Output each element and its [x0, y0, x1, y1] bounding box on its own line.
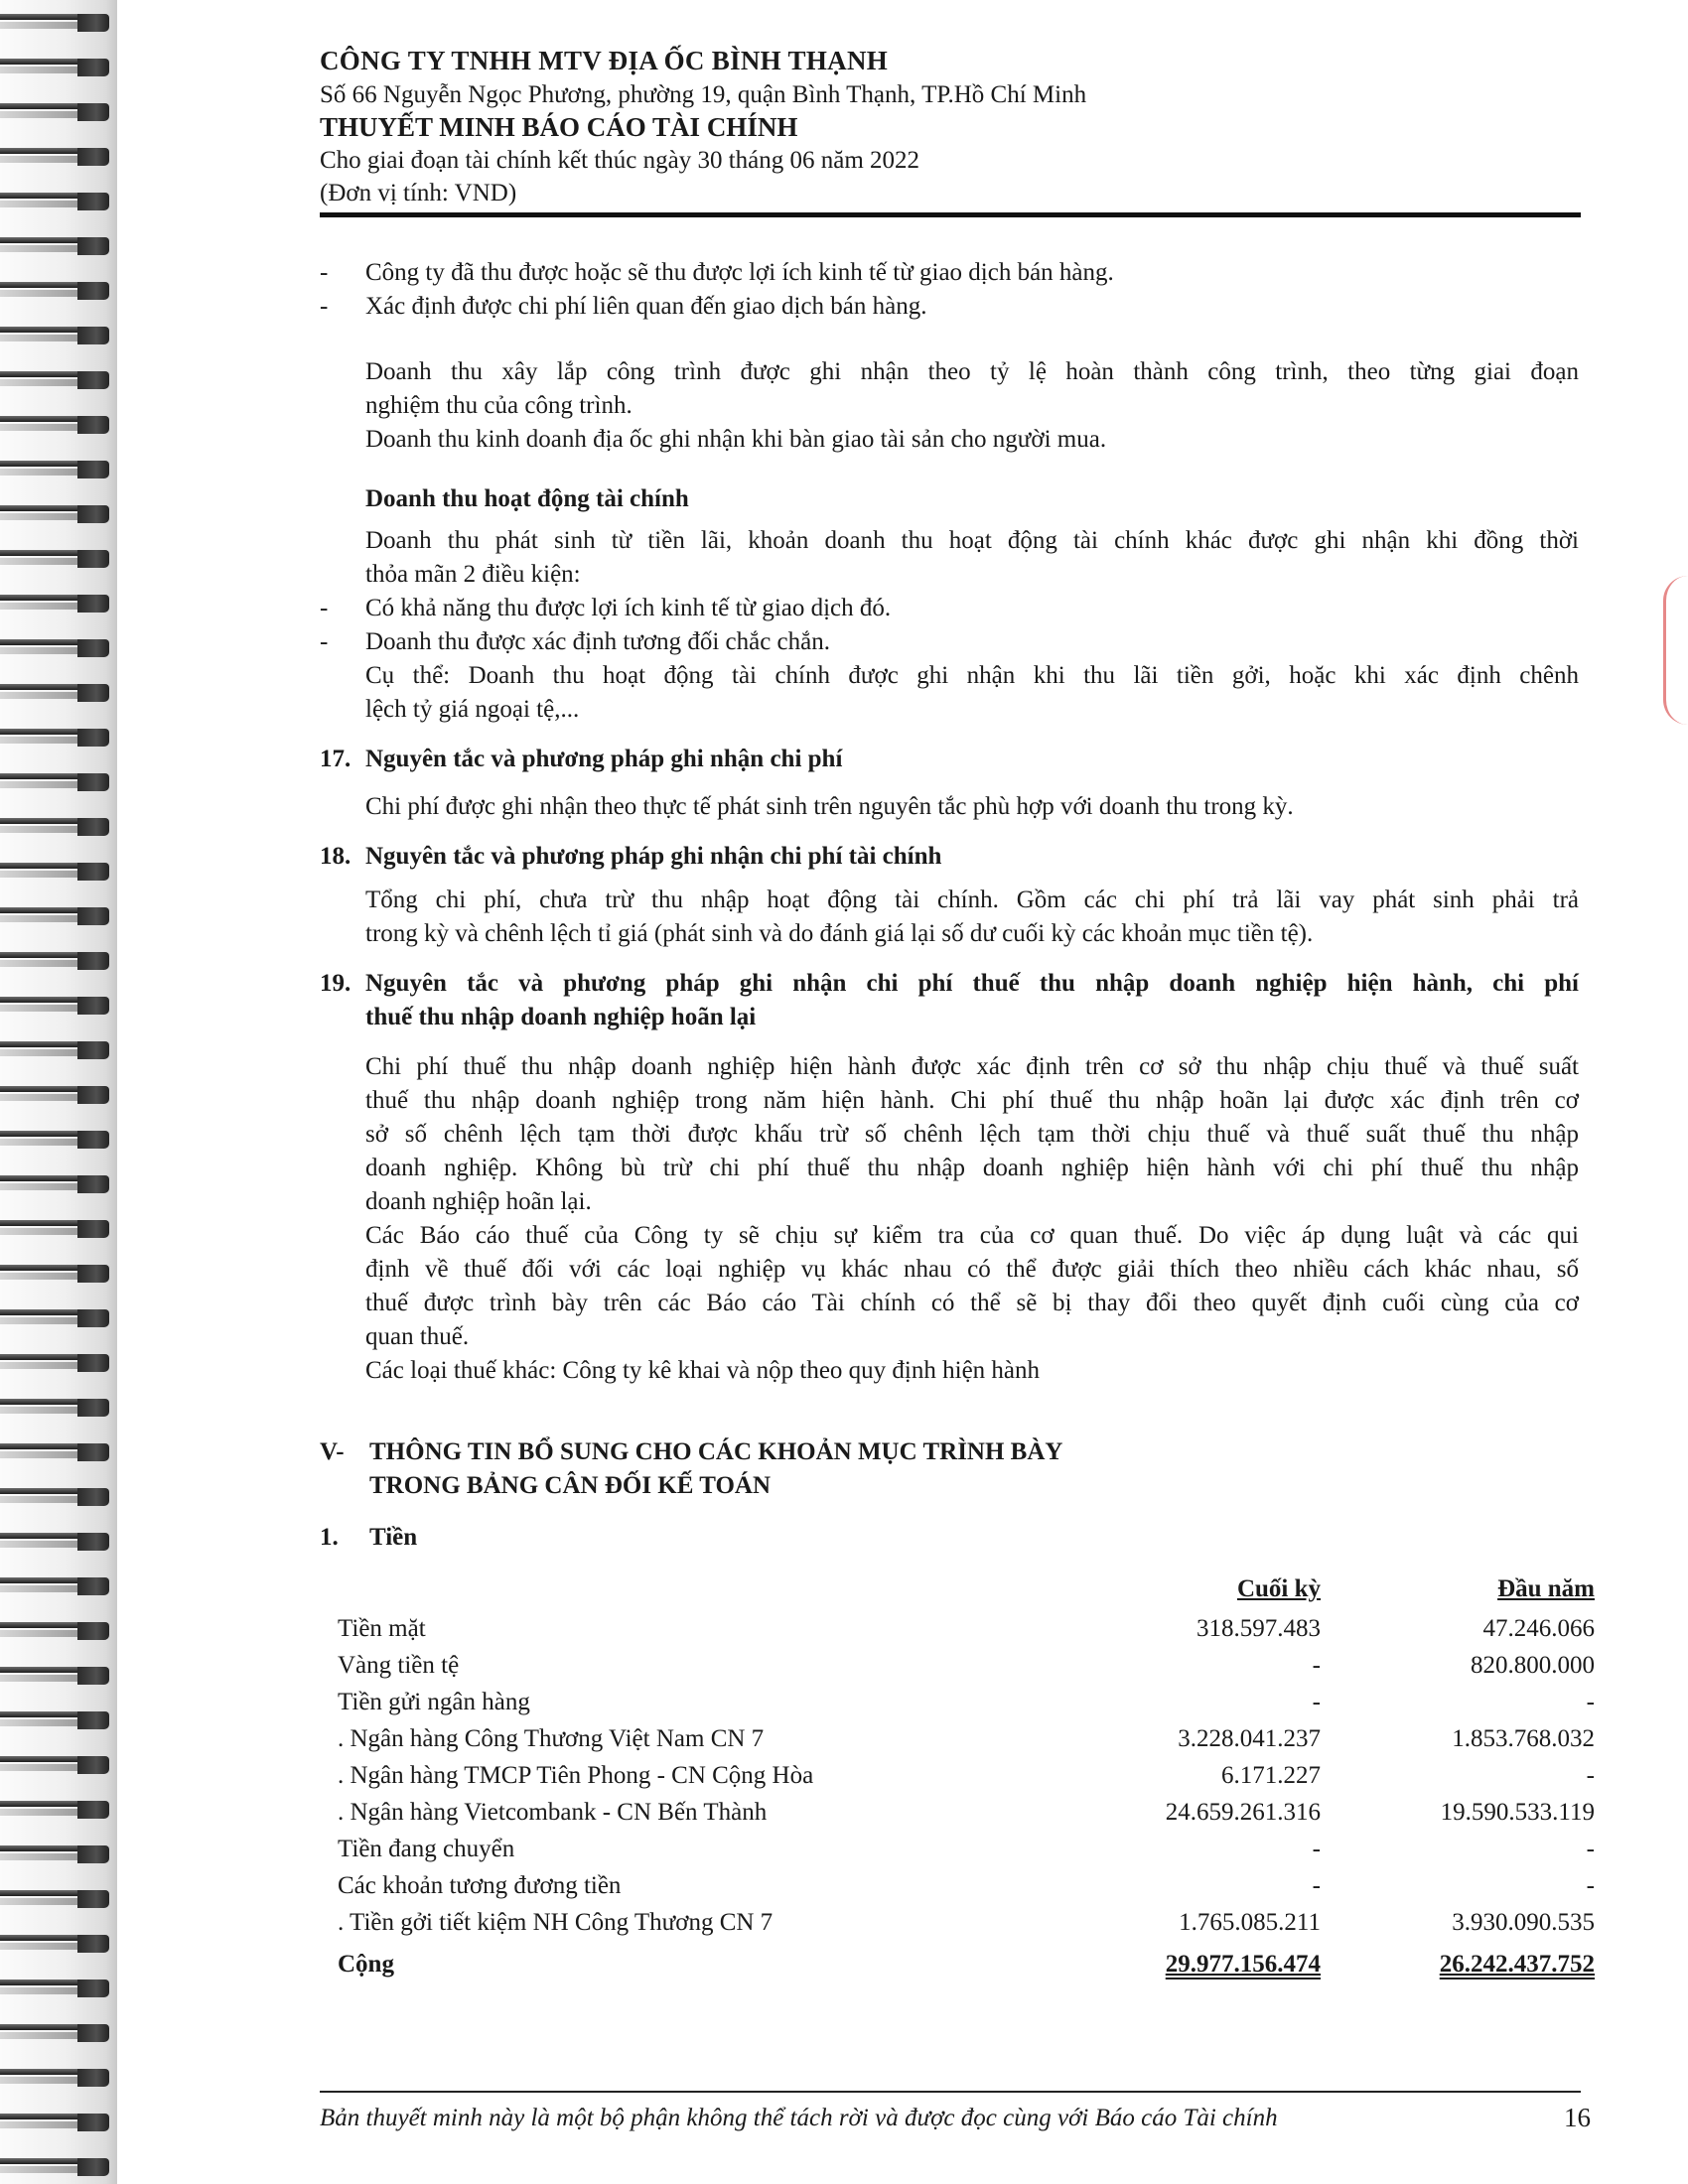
binding-ring — [0, 1035, 117, 1061]
company-address: Số 66 Nguyễn Ngọc Phương, phường 19, quận Bình Thạnh, TP.Hồ Chí Minh — [320, 81, 1087, 108]
binding-ring — [0, 723, 117, 749]
binding-ring — [0, 991, 117, 1017]
bullet-dash: - — [320, 595, 329, 621]
binding-ring — [0, 455, 117, 480]
binding-ring — [0, 1661, 117, 1687]
red-stamp-edge — [1663, 576, 1688, 725]
cash-row-label: Tiền mặt — [338, 1615, 426, 1642]
company-name: CÔNG TY TNHH MTV ĐỊA ỐC BÌNH THẠNH — [320, 46, 889, 75]
section-19-p2-line-4: quan thuế. — [365, 1323, 470, 1350]
binding-ring — [0, 1437, 117, 1463]
cash-row-label: Vàng tiền tệ — [338, 1652, 460, 1679]
cash-row-label: . Ngân hàng Vietcombank - CN Bến Thành — [338, 1799, 768, 1826]
real-estate-revenue: Doanh thu kinh doanh địa ốc ghi nhận khi bàn giao tài sản cho người mua. — [365, 426, 1107, 453]
spiral-binding — [0, 0, 117, 2184]
report-title: THUYẾT MINH BÁO CÁO TÀI CHÍNH — [320, 112, 798, 142]
section-19-p3: Các loại thuế khác: Công ty kê khai và nộp theo quy định hiện hành — [365, 1357, 1041, 1384]
binding-ring — [0, 678, 117, 704]
section-18-body-2: trong kỳ và chênh lệch tỉ giá (phát sinh và do đánh giá lại số dư cuối kỳ các khoản mục tiền tệ). — [365, 920, 1314, 947]
cash-row-end-value: 6.171.227 — [1221, 1762, 1321, 1789]
binding-ring — [0, 410, 117, 436]
binding-ring — [0, 767, 117, 793]
binding-ring — [0, 1259, 117, 1285]
financial-revenue-intro-1: Doanh thu phát sinh từ tiền lãi, khoản doanh thu hoạt động tài chính khác được ghi nhận khi đồng thời — [365, 527, 1579, 554]
bullet-dash: - — [320, 259, 329, 286]
binding-ring — [0, 1303, 117, 1329]
cash-row-end-value: - — [1312, 1652, 1321, 1679]
binding-ring — [0, 276, 117, 302]
cash-row-begin-value: 19.590.533.119 — [1440, 1799, 1595, 1826]
header-rule — [320, 212, 1581, 217]
revenue-condition-1: Công ty đã thu được hoặc sẽ thu được lợi ích kinh tế từ giao dịch bán hàng. — [365, 259, 1114, 286]
financial-revenue-heading: Doanh thu hoạt động tài chính — [365, 485, 689, 512]
binding-ring — [0, 1795, 117, 1821]
subsection-1-number: 1. — [320, 1524, 339, 1551]
binding-ring — [0, 901, 117, 927]
binding-ring — [0, 1616, 117, 1642]
section-17-body: Chi phí được ghi nhận theo thực tế phát sinh trên nguyên tắc phù hợp với doanh thu trong kỳ. — [365, 793, 1294, 820]
binding-ring — [0, 1393, 117, 1419]
cash-row-label: Các khoản tương đương tiền — [338, 1872, 622, 1899]
bullet-dash: - — [320, 293, 329, 320]
financial-revenue-intro-2: thỏa mãn 2 điều kiện: — [365, 561, 581, 588]
cash-row-begin-value: 820.800.000 — [1471, 1652, 1595, 1679]
section-18-body-1: Tổng chi phí, chưa trừ thu nhập hoạt động tài chính. Gồm các chi phí trả lãi vay phát sinh phải trả — [365, 887, 1579, 913]
financial-revenue-cond-1: Có khả năng thu được lợi ích kinh tế từ giao dịch đó. — [365, 595, 892, 621]
section-19-p1-line-3: sở số chênh lệch tạm thời được khấu trừ số chênh lệch tạm thời chịu thuế và thuế suất thuế thu nhập — [365, 1121, 1579, 1148]
binding-ring — [0, 589, 117, 614]
document-header — [320, 46, 1086, 209]
page-number: 16 — [1564, 2103, 1591, 2132]
report-period: Cho giai đoạn tài chính kết thúc ngày 30 tháng 06 năm 2022 — [320, 147, 920, 174]
total-end-period: 29.977.156.474 — [1165, 1951, 1321, 1978]
binding-ring — [0, 946, 117, 972]
section-19-p2-line-2: định về thuế đối với các loại nghiệp vụ khác nhau có thể được giải thích theo nhiều cách khác nhau, số — [365, 1256, 1579, 1283]
binding-ring — [0, 2018, 117, 2044]
section-v-heading-1: THÔNG TIN BỔ SUNG CHO CÁC KHOẢN MỤC TRÌNH BÀY — [369, 1438, 1063, 1465]
section-17-number: 17. — [320, 746, 352, 772]
binding-ring — [0, 1125, 117, 1151]
cash-row-begin-value: - — [1586, 1689, 1595, 1715]
cash-row-begin-value: 1.853.768.032 — [1452, 1725, 1595, 1752]
binding-ring — [0, 1527, 117, 1553]
binding-ring — [0, 1750, 117, 1776]
binding-ring — [0, 857, 117, 883]
section-18-number: 18. — [320, 843, 352, 870]
construction-revenue-line-1: Doanh thu xây lắp công trình được ghi nhận theo tỷ lệ hoàn thành công trình, theo từng giai đoạn — [365, 358, 1579, 385]
cash-row-begin-value: - — [1586, 1872, 1595, 1899]
section-19-p1-line-1: Chi phí thuế thu nhập doanh nghiệp hiện hành được xác định trên cơ sở thu nhập chịu thuế và thuế suất — [365, 1053, 1579, 1080]
binding-ring — [0, 1348, 117, 1374]
binding-ring — [0, 1482, 117, 1508]
financial-revenue-detail-2: lệch tỷ giá ngoại tệ,... — [365, 696, 580, 723]
binding-ring — [0, 53, 117, 78]
section-19-p1-line-5: doanh nghiệp hoãn lại. — [365, 1188, 592, 1215]
section-v-heading-2: TRONG BẢNG CÂN ĐỐI KẾ TOÁN — [369, 1472, 771, 1499]
section-18-heading: Nguyên tắc và phương pháp ghi nhận chi phí tài chính — [365, 843, 942, 870]
binding-ring — [0, 321, 117, 346]
binding-ring — [0, 1169, 117, 1195]
footer-note: Bản thuyết minh này là một bộ phận không thể tách rời và được đọc cùng với Báo cáo Tài chính — [320, 2105, 1278, 2131]
cash-row-begin-value: - — [1586, 1762, 1595, 1789]
subsection-1-heading: Tiền — [369, 1524, 418, 1551]
financial-revenue-detail-1: Cụ thể: Doanh thu hoạt động tài chính được ghi nhận khi thu lãi tiền gởi, hoặc khi xác định chênh — [365, 662, 1579, 689]
binding-ring — [0, 1214, 117, 1240]
binding-ring — [0, 499, 117, 525]
cash-row-begin-value: - — [1586, 1836, 1595, 1862]
binding-ring — [0, 231, 117, 257]
binding-ring — [0, 1080, 117, 1106]
col-header-begin-year: Đầu năm — [1497, 1575, 1595, 1602]
cash-row-end-value: - — [1312, 1689, 1321, 1715]
section-19-p1-line-4: doanh nghiệp. Không bù trừ chi phí thuế thu nhập doanh nghiệp hiện hành với chi phí thuế thu nhập — [365, 1155, 1579, 1181]
revenue-condition-2: Xác định được chi phí liên quan đến giao dịch bán hàng. — [365, 293, 927, 320]
cash-row-end-value: 3.228.041.237 — [1178, 1725, 1321, 1752]
binding-ring — [0, 1929, 117, 1955]
cash-row-begin-value: 3.930.090.535 — [1452, 1909, 1595, 1936]
binding-ring — [0, 1571, 117, 1597]
cash-row-end-value: 24.659.261.316 — [1165, 1799, 1321, 1826]
total-begin-year: 26.242.437.752 — [1439, 1951, 1595, 1978]
binding-ring — [0, 2108, 117, 2133]
cash-row-end-value: 1.765.085.211 — [1179, 1909, 1321, 1936]
currency-unit: (Đơn vị tính: VND) — [320, 180, 517, 206]
cash-row-end-value: - — [1312, 1872, 1321, 1899]
financial-revenue-cond-2: Doanh thu được xác định tương đối chắc chắn. — [365, 628, 830, 655]
cash-row-begin-value: 47.246.066 — [1482, 1615, 1595, 1642]
binding-ring — [0, 8, 117, 34]
binding-ring — [0, 365, 117, 391]
section-19-p1-line-2: thuế thu nhập doanh nghiệp trong năm hiện hành. Chi phí thuế thu nhập hoãn lại được xác định trên cơ — [365, 1087, 1579, 1114]
col-header-end-period: Cuối kỳ — [1236, 1575, 1321, 1602]
binding-ring — [0, 1840, 117, 1865]
section-19-p2-line-1: Các Báo cáo thuế của Công ty sẽ chịu sự kiểm tra của cơ quan thuế. Do việc áp dụng luật và các qui — [365, 1222, 1579, 1249]
binding-ring — [0, 812, 117, 838]
section-19-heading-2: thuế thu nhập doanh nghiệp hoãn lại — [365, 1004, 757, 1030]
section-17-heading: Nguyên tắc và phương pháp ghi nhận chi phí — [365, 746, 843, 772]
binding-ring — [0, 1884, 117, 1910]
binding-ring — [0, 142, 117, 168]
binding-ring — [0, 633, 117, 659]
binding-ring — [0, 544, 117, 570]
section-19-number: 19. — [320, 970, 352, 997]
cash-row-label: . Ngân hàng TMCP Tiên Phong - CN Cộng Hòa — [338, 1762, 814, 1789]
construction-revenue-line-2: nghiệm thu của công trình. — [365, 392, 633, 419]
bullet-dash: - — [320, 628, 329, 655]
binding-ring — [0, 2152, 117, 2178]
total-label: Cộng — [338, 1951, 394, 1978]
cash-row-label: . Ngân hàng Công Thương Việt Nam CN 7 — [338, 1725, 765, 1752]
section-v-number: V- — [320, 1438, 345, 1465]
section-19-p2-line-3: thuế được trình bày trên các Báo cáo Tài chính có thể sẽ bị thay đổi theo quyết định cuối cùng của cơ — [365, 1290, 1579, 1316]
cash-row-end-value: 318.597.483 — [1196, 1615, 1321, 1642]
binding-ring — [0, 97, 117, 123]
footer-rule — [320, 2091, 1581, 2093]
section-19-heading-1: Nguyên tắc và phương pháp ghi nhận chi phí thuế thu nhập doanh nghiệp hiện hành, chi phí — [365, 970, 1579, 997]
cash-row-end-value: - — [1312, 1836, 1321, 1862]
cash-row-label: Tiền đang chuyển — [338, 1836, 515, 1862]
binding-ring — [0, 1974, 117, 1999]
cash-row-label: Tiền gửi ngân hàng — [338, 1689, 530, 1715]
binding-ring — [0, 2063, 117, 2089]
binding-ring — [0, 187, 117, 212]
cash-row-label: . Tiền gởi tiết kiệm NH Công Thương CN 7 — [338, 1909, 774, 1936]
binding-ring — [0, 1706, 117, 1731]
